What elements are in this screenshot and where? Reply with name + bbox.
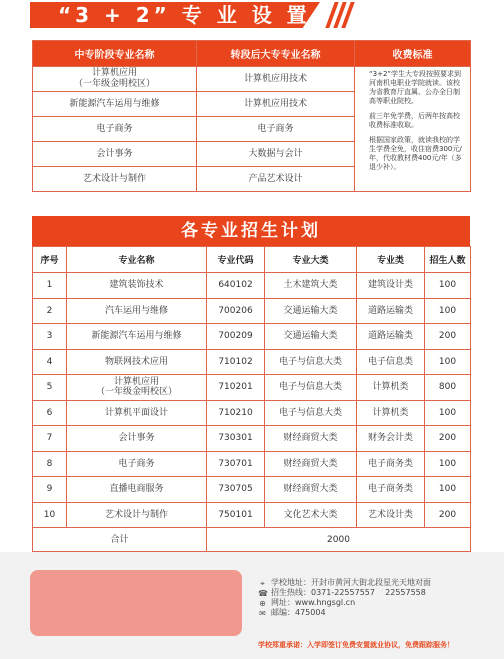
major-type: 电子商务类 [357,477,425,503]
major-category: 财经商贸大类 [265,451,357,477]
secondary-major-cell [33,92,197,117]
major-code: 730301 [207,426,265,452]
college-major-name: 大数据与会计 [197,142,355,167]
major-name: 建筑装饰技术 [109,280,164,291]
enrollment-row [33,426,471,452]
enrollment-count: 200 [425,426,471,452]
website-row [258,598,431,608]
secondary-major-name: 会计事务 [96,148,133,159]
program-row [33,67,471,92]
major-category: 交通运输大类 [265,324,357,350]
mail-icon: ✉ [259,608,266,618]
college-major-name: 电子商务 [197,117,355,142]
program-table-header [33,41,471,67]
top-banner [0,0,504,30]
header-major-type: 专业类 [357,247,425,273]
header-secondary-major: 中专阶段专业名称 [33,41,197,67]
header-major-category: 专业大类 [265,247,357,273]
enrollment-row [33,349,471,375]
school-promise: 学校郑重承诺：入学即签订免费安置就业协议，免费跟踪服务！ [258,641,454,649]
enrollment-count: 100 [425,477,471,503]
major-name-cell [67,502,207,528]
fee-paragraph: 前三年免学费，后两年按高校收费标准收取。 [369,112,460,129]
major-category: 财经商贸大类 [265,477,357,503]
enrollment-count: 200 [425,502,471,528]
major-name-cell [67,400,207,426]
major-name: 直播电商服务 [109,484,164,495]
major-name: 汽车运用与维修 [104,305,168,316]
major-code: 700206 [207,298,265,324]
total-row [33,528,471,552]
header-fee: 收费标准 [355,41,471,67]
major-category: 财经商贸大类 [265,426,357,452]
major-type: 艺术设计类 [357,502,425,528]
fee-standard-cell [355,67,471,192]
row-number: 6 [33,400,67,426]
secondary-major-name: 计算机应用 [91,68,137,78]
header-no: 序号 [33,247,67,273]
enrollment-row [33,273,471,299]
image-placeholder [30,570,242,636]
total-label: 合计 [33,528,207,552]
enrollment-row [33,451,471,477]
major-type: 计算机类 [357,400,425,426]
major-name: 艺术设计与制作 [104,509,168,520]
major-type: 道路运输类 [357,298,425,324]
major-type: 建筑设计类 [357,273,425,299]
fee-paragraph: “3+2”学生大专段按照要求到河南机电职业学院就读。该校为省教育厅直属、公办全日制高等职业院校。 [369,70,462,105]
row-number: 5 [33,375,67,401]
secondary-major-name: （一年级金明校区） [73,79,155,89]
major-name: 新能源汽车运用与维修 [91,331,182,342]
header-major-code: 专业代码 [207,247,265,273]
major-name-cell [67,298,207,324]
footer [0,552,504,659]
major-type: 财务会计类 [357,426,425,452]
secondary-major-cell [33,167,197,192]
major-code: 750101 [207,502,265,528]
major-code: 710201 [207,375,265,401]
enrollment-count: 100 [425,349,471,375]
major-name-cell [67,324,207,350]
enrollment-row [33,298,471,324]
major-name-cell [67,349,207,375]
row-number: 4 [33,349,67,375]
header-college-major: 转段后大专专业名称 [197,41,355,67]
major-name-cell [67,477,207,503]
program-table [32,40,471,192]
enrollment-count: 100 [425,298,471,324]
hotline-row [258,588,431,598]
contact-info [258,578,431,618]
address-text: 学校地址：开封市黄河大街北段星光天地对面 [271,578,431,587]
row-number: 3 [33,324,67,350]
address-row [258,578,431,588]
website-text: 网址：www.hngsgl.cn [271,598,356,607]
enrollment-row [33,400,471,426]
enrollment-row [33,477,471,503]
major-type: 计算机类 [357,375,425,401]
major-name-cell [67,273,207,299]
postcode-row [258,608,431,618]
row-number: 10 [33,502,67,528]
secondary-major-name: 新能源汽车运用与维修 [69,98,160,109]
secondary-major-cell [33,67,197,92]
secondary-major-cell [33,117,197,142]
secondary-major-cell [33,142,197,167]
row-number: 9 [33,477,67,503]
major-category: 交通运输大类 [265,298,357,324]
enrollment-table [32,246,471,552]
enrollment-count: 100 [425,400,471,426]
major-type: 道路运输类 [357,324,425,350]
major-name-cell [67,426,207,452]
header-major-name: 专业名称 [67,247,207,273]
major-category: 土木建筑大类 [265,273,357,299]
total-value: 2000 [207,528,471,552]
major-code: 730705 [207,477,265,503]
major-category: 电子与信息大类 [265,400,357,426]
major-category: 电子与信息大类 [265,349,357,375]
enrollment-count: 100 [425,273,471,299]
header-enrollment-count: 招生人数 [425,247,471,273]
major-name: 会计事务 [118,433,155,444]
major-type: 电子信息类 [357,349,425,375]
page-title: “3 + 2” 专 业 设 置 [58,3,311,27]
major-code: 710210 [207,400,265,426]
major-code: 730701 [207,451,265,477]
major-category: 电子与信息大类 [265,375,357,401]
row-number: 1 [33,273,67,299]
row-number: 2 [33,298,67,324]
major-code: 640102 [207,273,265,299]
secondary-major-name: 艺术设计与制作 [82,173,146,184]
secondary-major-name: 电子商务 [96,123,133,134]
major-name-cell [67,451,207,477]
major-code: 710102 [207,349,265,375]
row-number: 8 [33,451,67,477]
college-major-name: 计算机应用技术 [197,92,355,117]
hotline-text: 招生热线：0371-22557557 22557558 [271,588,426,597]
enrollment-count: 100 [425,451,471,477]
college-major-name: 产品艺术设计 [197,167,355,192]
major-code: 700209 [207,324,265,350]
college-major-name: 计算机应用技术 [197,67,355,92]
major-name: 物联网技术应用 [104,356,168,367]
major-type: 电子商务类 [357,451,425,477]
enrollment-count: 800 [425,375,471,401]
major-name: 电子商务 [118,458,155,469]
globe-icon: ⊕ [259,598,266,608]
enrollment-row [33,324,471,350]
enrollment-count: 200 [425,324,471,350]
enrollment-table-header [33,247,471,273]
major-name-cell [67,375,207,401]
major-name: （一年级金明校区） [95,387,177,398]
phone-icon: ☎ [258,588,268,598]
location-icon: ⌖ [260,578,265,588]
enrollment-plan-title: 各专业招生计划 [32,216,470,246]
postcode-text: 邮编：475004 [271,608,326,617]
major-name: 计算机应用 [113,377,159,388]
major-name: 计算机平面设计 [104,407,168,418]
fee-paragraph: 根据国家政策，就读我校的学生学费全免，收住宿费300元/年，代收教材费400元/年（多退少补）。 [369,136,462,171]
enrollment-row [33,502,471,528]
row-number: 7 [33,426,67,452]
enrollment-row [33,375,471,401]
major-category: 文化艺术大类 [265,502,357,528]
